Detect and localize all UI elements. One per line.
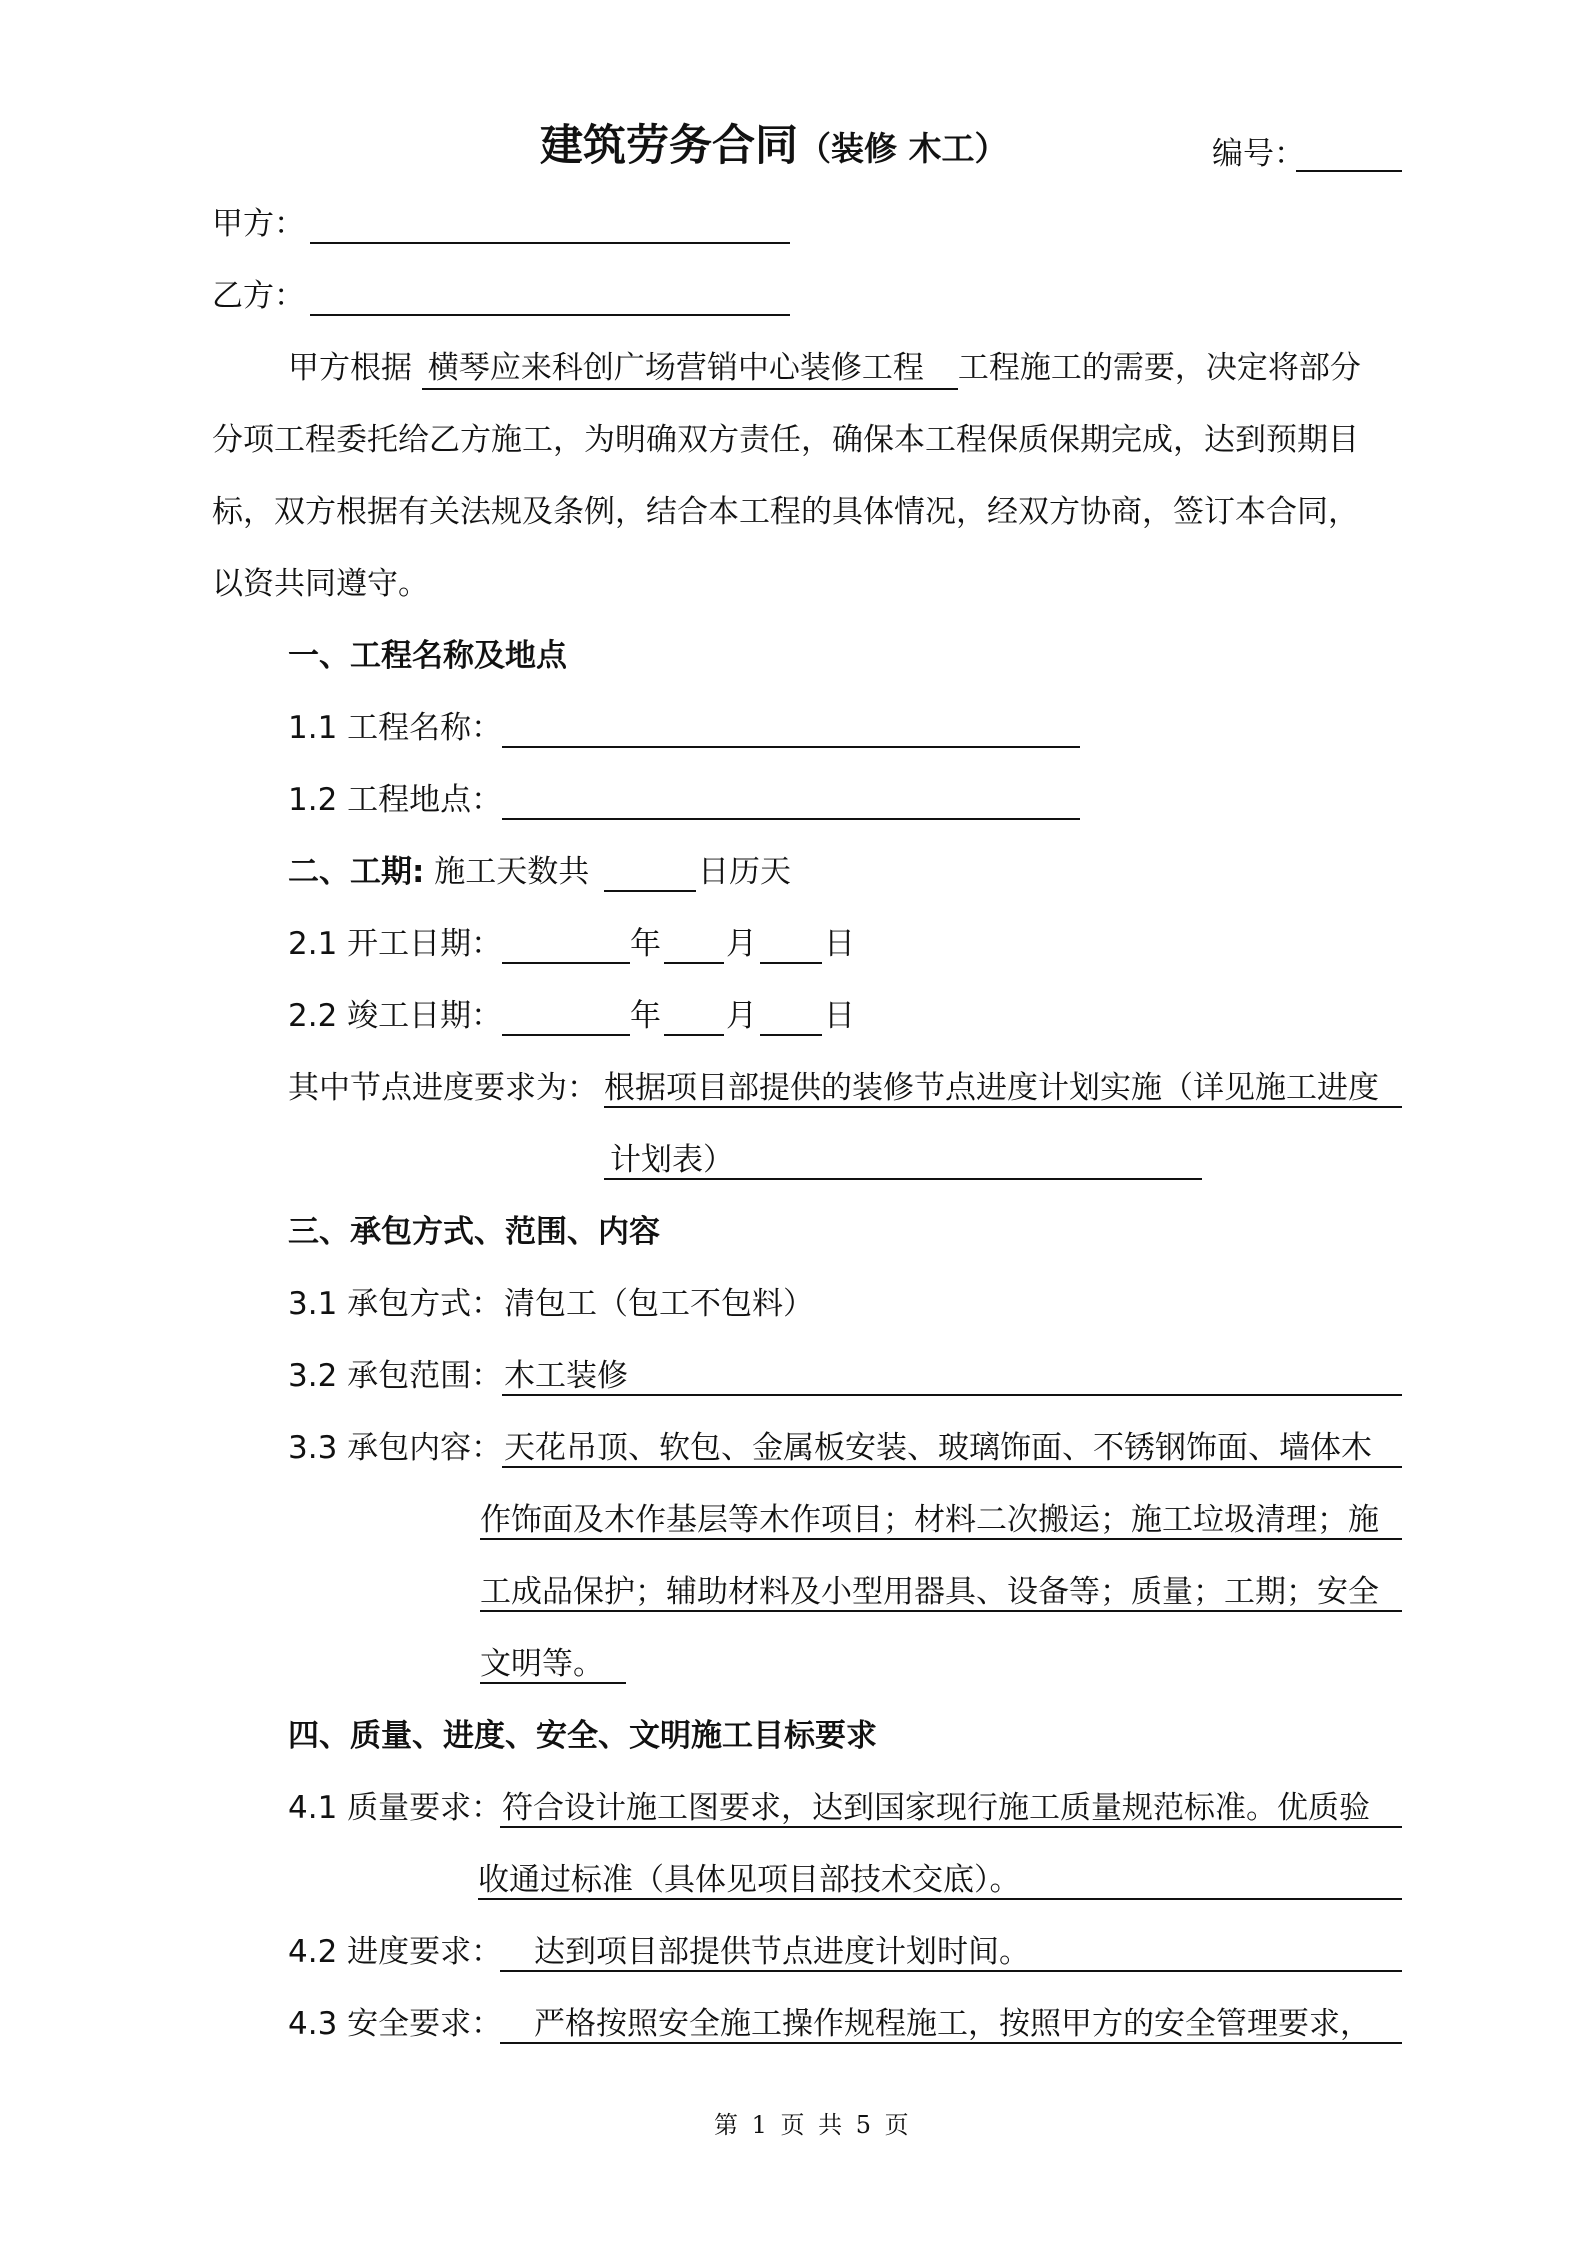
safety-label: 4.3 安全要求：	[288, 2006, 503, 2042]
section2-heading-row	[288, 850, 589, 894]
quality-underline-2	[478, 1898, 1402, 1900]
party-b-field-line[interactable]	[310, 314, 790, 316]
number-label: 编号：	[1212, 136, 1305, 172]
scope-value: 木工装修	[504, 1358, 628, 1394]
section2-heading: 二、工期:	[288, 854, 425, 890]
intro-line1-suffix: 工程施工的需要，决定将部分	[957, 350, 1361, 386]
project-name-field-line[interactable]	[502, 746, 1080, 748]
page-footer: 第 1 页 共 5 页	[714, 2111, 909, 2139]
party-a-field-line[interactable]	[310, 242, 790, 244]
content-line-2: 作饰面及木作基层等木作项目；材料二次搬运；施工垃圾清理；施	[480, 1502, 1379, 1538]
duration-field-line[interactable]	[604, 890, 696, 892]
end-month-unit: 月	[726, 998, 757, 1034]
content-underline-4	[480, 1682, 626, 1684]
content-underline-1	[502, 1466, 1402, 1468]
safety-underline	[500, 2042, 1402, 2044]
quality-line-1: 符合设计施工图要求，达到国家现行施工质量规范标准。优质验	[502, 1790, 1370, 1826]
title-sub: （装修 木工）	[798, 129, 1008, 168]
milestone-underline-1	[604, 1106, 1402, 1108]
party-a-label: 甲方：	[212, 206, 305, 242]
content-line-4: 文明等。	[480, 1646, 604, 1682]
quality-label: 4.1 质量要求：	[288, 1790, 503, 1826]
milestone-line-2: 计划表）	[610, 1142, 734, 1178]
progress-value: 达到项目部提供节点进度计划时间。	[534, 1934, 1030, 1970]
content-underline-2	[480, 1538, 1402, 1540]
section3-heading: 三、承包方式、范围、内容	[288, 1214, 660, 1250]
end-month-field-line[interactable]	[664, 1034, 724, 1036]
intro-prefix: 甲方根据	[288, 350, 412, 386]
content-line-1: 天花吊顶、软包、金属板安装、玻璃饰面、不锈钢饰面、墙体木	[504, 1430, 1372, 1466]
intro-line-2: 分项工程委托给乙方施工，为明确双方责任，确保本工程保质保期完成，达到预期目	[212, 422, 1359, 458]
project-location-label: 1.2 工程地点：	[288, 782, 503, 818]
intro-project-name: 横琴应来科创广场营销中心装修工程	[422, 348, 958, 390]
content-label: 3.3 承包内容：	[288, 1430, 503, 1466]
intro-line-4: 以资共同遵守。	[212, 566, 429, 602]
progress-label: 4.2 进度要求：	[288, 1934, 503, 1970]
intro-line-3: 标，双方根据有关法规及条例，结合本工程的具体情况，经双方协商，签订本合同，	[212, 494, 1359, 530]
quality-line-2: 收通过标准（具体见项目部技术交底）。	[478, 1862, 1021, 1898]
milestone-underline-2	[604, 1178, 1202, 1180]
end-year-field-line[interactable]	[502, 1034, 630, 1036]
scope-label: 3.2 承包范围：	[288, 1358, 503, 1394]
start-date-label: 2.1 开工日期：	[288, 926, 503, 962]
party-b-label: 乙方：	[212, 278, 305, 314]
section1-heading: 一、工程名称及地点	[288, 638, 567, 674]
start-month-field-line[interactable]	[664, 962, 724, 964]
end-date-label: 2.2 竣工日期：	[288, 998, 503, 1034]
end-day-unit: 日	[824, 998, 855, 1034]
start-day-unit: 日	[824, 926, 855, 962]
method-value: 清包工（包工不包料）	[504, 1286, 814, 1322]
progress-underline	[500, 1970, 1402, 1972]
quality-underline-1	[500, 1826, 1402, 1828]
milestone-line-1: 根据项目部提供的装修节点进度计划实施（详见施工进度	[604, 1070, 1379, 1106]
duration-suffix: 日历天	[698, 854, 791, 890]
project-name-label: 1.1 工程名称：	[288, 710, 503, 746]
start-year-unit: 年	[630, 926, 661, 962]
safety-value: 严格按照安全施工操作规程施工，按照甲方的安全管理要求，	[534, 2006, 1371, 2042]
milestone-label: 其中节点进度要求为：	[288, 1070, 598, 1106]
start-month-unit: 月	[726, 926, 757, 962]
content-line-3: 工成品保护；辅助材料及小型用器具、设备等；质量；工期；安全	[480, 1574, 1379, 1610]
start-day-field-line[interactable]	[760, 962, 822, 964]
project-location-field-line[interactable]	[502, 818, 1080, 820]
number-field-line[interactable]	[1296, 170, 1402, 172]
intro-line-1	[288, 346, 1361, 390]
document-title	[540, 118, 1008, 177]
content-underline-3	[480, 1610, 1402, 1612]
method-label: 3.1 承包方式：	[288, 1286, 503, 1322]
duration-prefix: 施工天数共	[434, 854, 590, 890]
start-year-field-line[interactable]	[502, 962, 630, 964]
section4-heading: 四、质量、进度、安全、文明施工目标要求	[288, 1718, 877, 1754]
scope-underline	[502, 1394, 1402, 1396]
end-year-unit: 年	[630, 998, 661, 1034]
end-day-field-line[interactable]	[760, 1034, 822, 1036]
title-main: 建筑劳务合同	[540, 121, 798, 171]
